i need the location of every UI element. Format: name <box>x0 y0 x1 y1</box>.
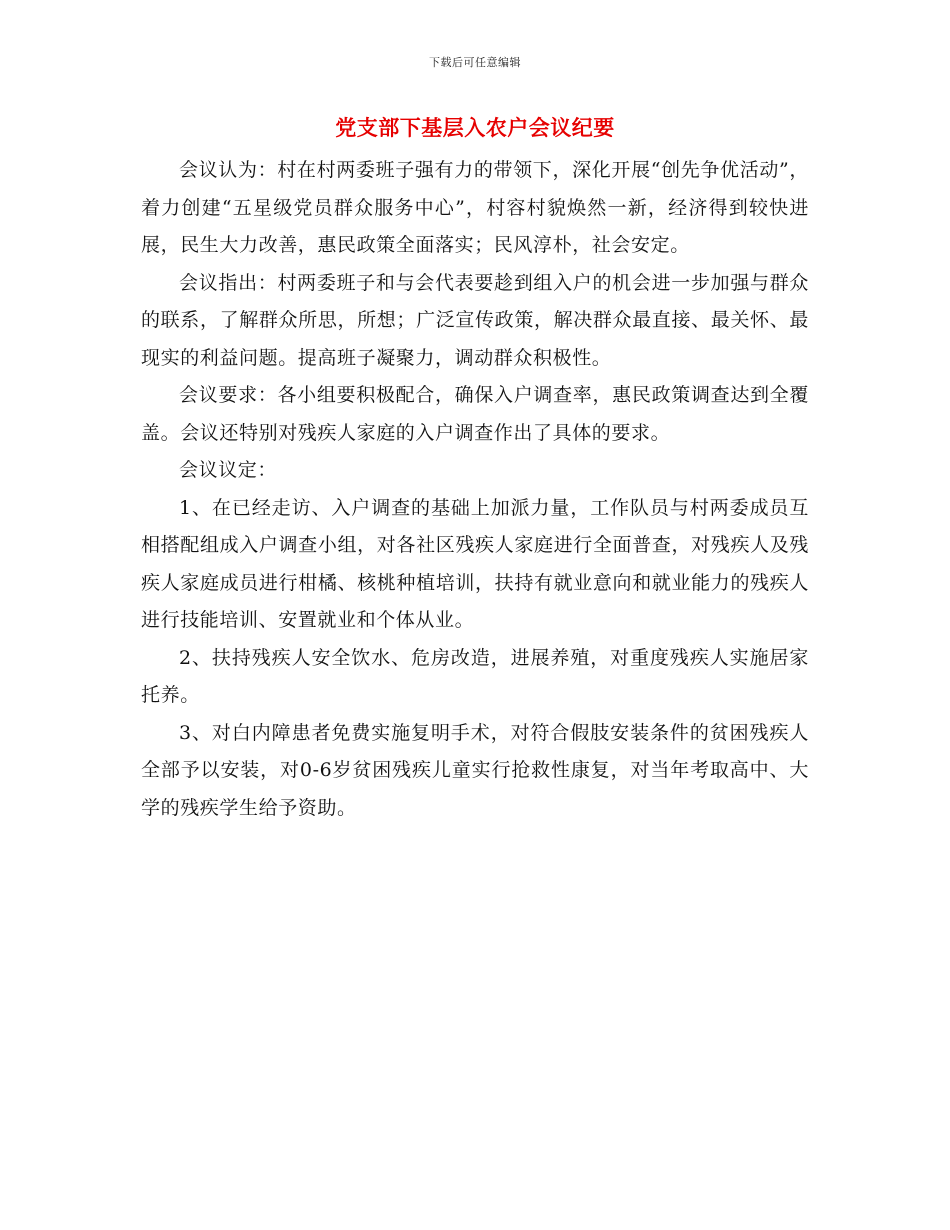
paragraph-decision-2: 2、扶持残疾人安全饮水、危房改造，进展养殖，对重度残疾人实施居家托养。 <box>141 646 809 706</box>
document-body <box>141 152 809 827</box>
paragraph-decision-1: 1、在已经走访、入户调查的基础上加派力量，工作队员与村两委成员互相搭配组成入户调查小组，对各社区残疾人家庭进行全面普查，对残疾人及残疾人家庭成员进行柑橘、核桃种植培训，扶持有就业意向和就业能力的残疾人进行技能培训、安置就业和个体从业。 <box>141 496 809 631</box>
document-title: 党支部下基层入农户会议纪要 <box>335 115 615 140</box>
paragraph-meeting-requirements: 会议要求：各小组要积极配合，确保入户调查率，惠民政策调查达到全覆盖。会议还特别对残疾人家庭的入户调查作出了具体的要求。 <box>141 384 809 444</box>
paragraph-meeting-points: 会议指出：村两委班子和与会代表要趁到组入户的机会进一步加强与群众的联系，了解群众所思，所想；广泛宣传政策，解决群众最直接、最关怀、最现实的利益问题。提高班子凝聚力，调动群众积极性。 <box>141 271 809 369</box>
paragraph-meeting-decisions-heading: 会议议定： <box>179 459 278 481</box>
header-note: 下载后可任意编辑 <box>429 56 521 69</box>
paragraph-meeting-view: 会议认为：村在村两委班子强有力的带领下，深化开展“创先争优活动”，着力创建“五星级党员群众服务中心”，村容村貌焕然一新，经济得到较快进展，民生大力改善，惠民政策全面落实；民风淳朴，社会安定。 <box>141 159 809 256</box>
paragraph-decision-3: 3、对白内障患者免费实施复明手术，对符合假肢安装条件的贫困残疾人全部予以安装，对0-6岁贫困残疾儿童实行抢救性康复，对当年考取高中、大学的残疾学生给予资助。 <box>141 721 809 819</box>
